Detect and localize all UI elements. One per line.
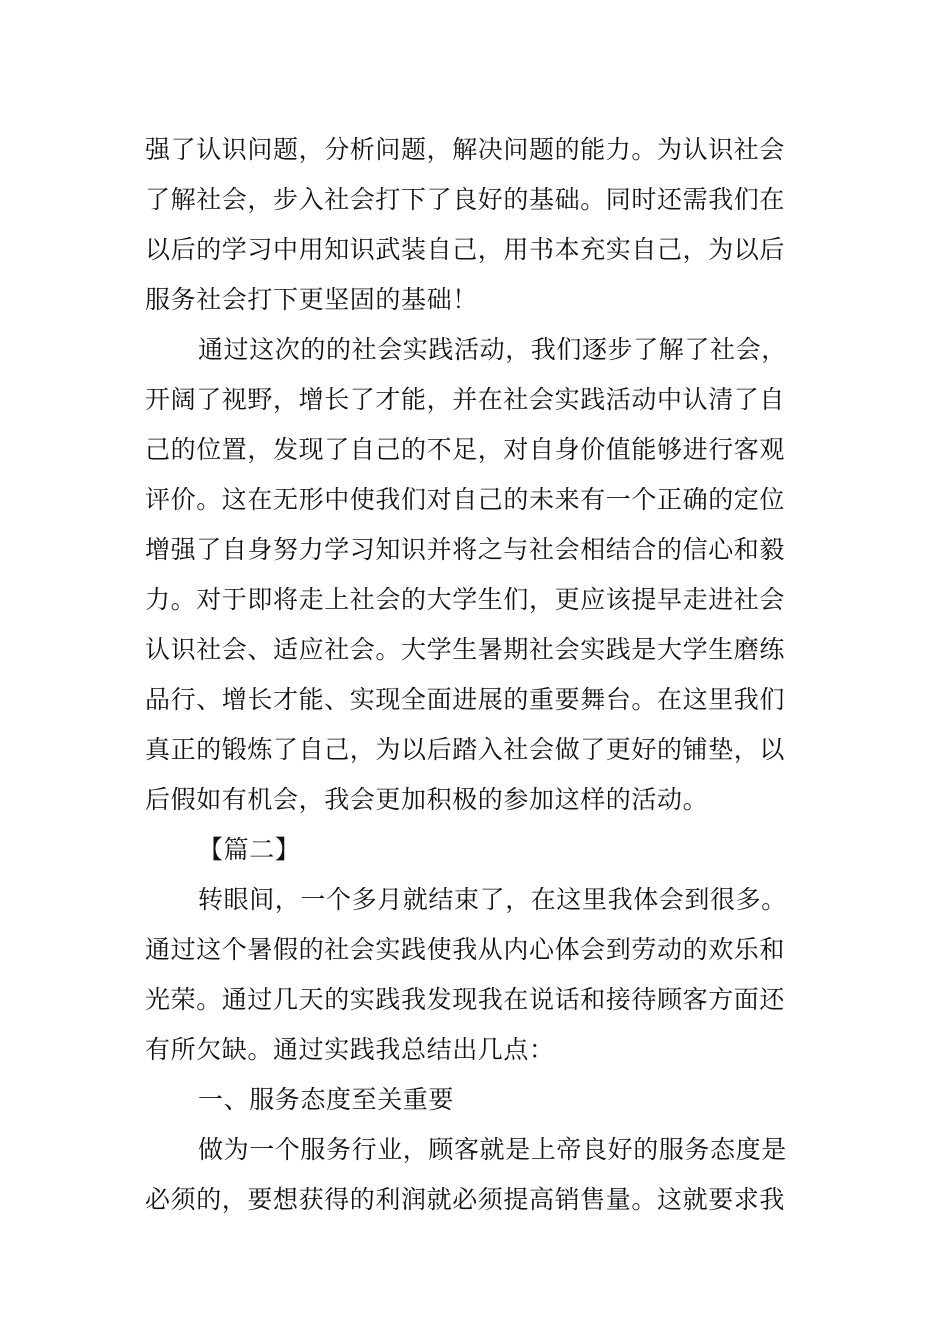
- text-line: 己的位置，发现了自己的不足，对自身价值能够进行客观: [145, 435, 786, 464]
- text-line: 了解社会，步入社会打下了良好的基础。同时还需我们在: [145, 185, 786, 214]
- text-line: 后假如有机会，我会更加积极的参加这样的活动。: [145, 785, 709, 814]
- subheading: 一、服务态度至关重要: [198, 1085, 455, 1114]
- text-line: 光荣。通过几天的实践我发现我在说话和接待顾客方面还: [145, 985, 786, 1014]
- text-line: 必须的，要想获得的利润就必须提高销售量。这就要求我: [145, 1185, 786, 1214]
- text-line: 通过这个暑假的社会实践使我从内心体会到劳动的欢乐和: [145, 935, 786, 964]
- text-line: 认识社会、适应社会。大学生暑期社会实践是大学生磨练: [145, 635, 786, 664]
- text-line: 增强了自身努力学习知识并将之与社会相结合的信心和毅: [145, 535, 786, 564]
- text-line: 有所欠缺。通过实践我总结出几点：: [145, 1035, 555, 1064]
- paragraph-start-line: 转眼间，一个多月就结束了，在这里我体会到很多。: [198, 885, 787, 914]
- text-line: 评价。这在无形中使我们对自己的未来有一个正确的定位: [145, 485, 786, 514]
- text-line: 品行、增长才能、实现全面进展的重要舞台。在这里我们: [145, 685, 786, 714]
- text-line: 服务社会打下更坚固的基础！: [145, 285, 478, 314]
- text-line: 力。对于即将走上社会的大学生们，更应该提早走进社会: [145, 585, 786, 614]
- text-line: 真正的锻炼了自己，为以后踏入社会做了更好的铺垫，以: [145, 735, 786, 764]
- paragraph-start-line: 通过这次的的社会实践活动，我们逐步了解了社会，: [198, 335, 787, 364]
- text-line: 以后的学习中用知识武装自己，用书本充实自己，为以后: [145, 235, 786, 264]
- text-line: 开阔了视野，增长了才能，并在社会实践活动中认清了自: [145, 385, 786, 414]
- text-line: 强了认识问题，分析问题，解决问题的能力。为认识社会: [145, 135, 786, 164]
- paragraph-start-line: 做为一个服务行业，顾客就是上帝良好的服务态度是: [198, 1135, 787, 1164]
- section-heading: 【篇二】: [198, 835, 301, 864]
